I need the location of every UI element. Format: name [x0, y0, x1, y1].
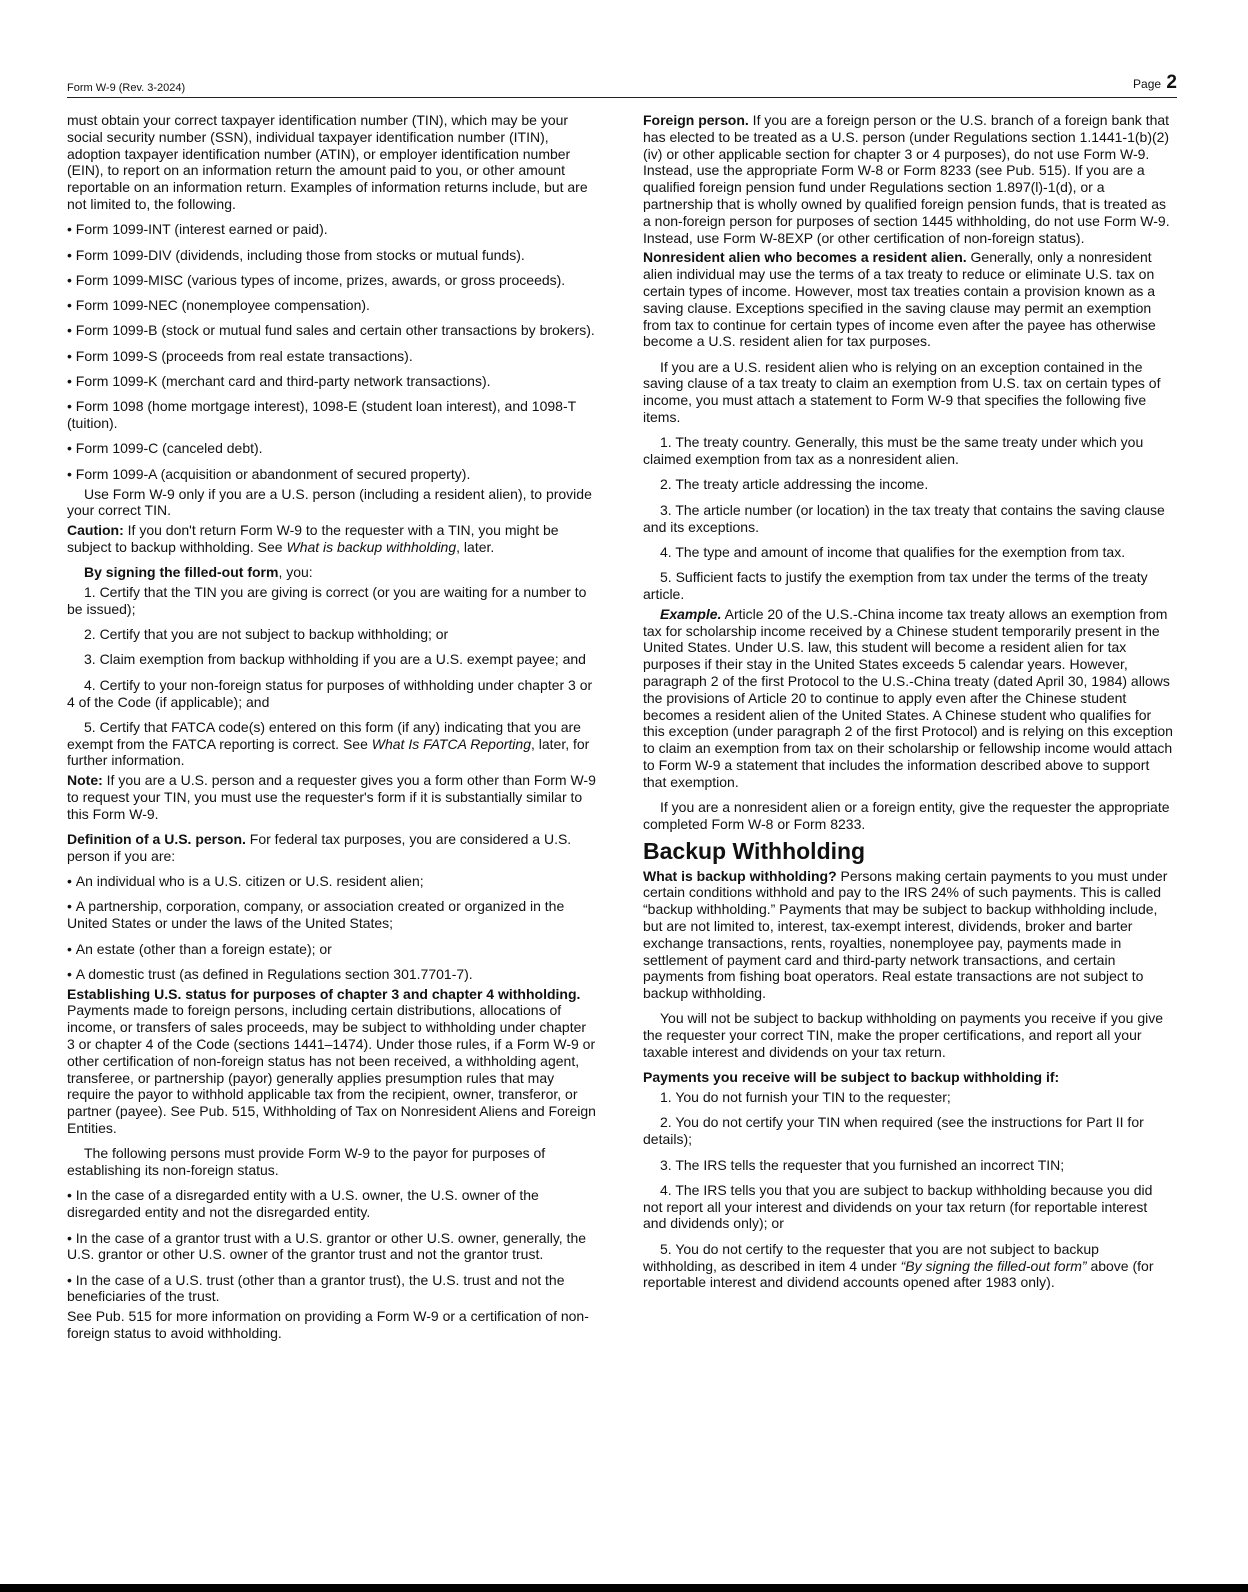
- form-list-item: • Form 1099-INT (interest earned or paid).: [67, 221, 597, 238]
- certification-item: 5. Certify that FATCA code(s) entered on this form (if any) indicating that you are exempt from the FATCA reporting is correct. See What Is FATCA Reporting, later, for further information.: [67, 718, 590, 769]
- certification-item: 2. Certify that you are not subject to backup withholding; or: [84, 626, 449, 643]
- resident-alien-paragraph: If you are a U.S. resident alien who is relying on an exception contained in the saving clause of a tax treaty to claim an exemption from U.S. tax on certain types of income, you must attach a statement to Form W-9 that specifies the following five items.: [643, 358, 1161, 426]
- case-item: • In the case of a disregarded entity with a U.S. owner, the U.S. owner of the disregarded entity and not the disregarded entity.: [67, 1187, 597, 1221]
- form-list-item: • Form 1099-C (canceled debt).: [67, 440, 597, 457]
- treaty-item: 4. The type and amount of income that qualifies for the exemption from tax.: [660, 543, 1126, 560]
- payments-subject-heading: Payments you receive will be subject to backup withholding if:: [643, 1069, 1060, 1086]
- form-list-item: • Form 1098 (home mortgage interest), 1098-E (student loan interest), and 1098-T (tuition).: [67, 398, 597, 432]
- certification-item: 1. Certify that the TIN you are giving is correct (or you are waiting for a number to be issued);: [67, 584, 587, 617]
- condition-item: 1. You do not furnish your TIN to the requester;: [660, 1089, 951, 1106]
- page-label: Page: [1133, 77, 1162, 91]
- fatca-reference: What Is FATCA Reporting: [371, 735, 531, 752]
- note-paragraph: Note: If you are a U.S. person and a requester gives you a form other than Form W-9 to request your TIN, you must use the requester's form if it is substantially similar to this Form W-9.: [67, 772, 596, 822]
- following-paragraph: The following persons must provide Form W-9 to the payor for purposes of establishing its non-foreign status.: [67, 1145, 546, 1179]
- establishing-label: Establishing U.S. status for purposes of chapter 3 and chapter 4 withholding.: [67, 985, 581, 1002]
- definition-paragraph: Definition of a U.S. person. For federal tax purposes, you are considered a U.S. person if you are:: [67, 831, 572, 864]
- note-label: Note:: [67, 772, 103, 789]
- condition-item: 3. The IRS tells the requester that you furnished an incorrect TIN;: [660, 1156, 1065, 1173]
- us-person-item: • An estate (other than a foreign estate); or: [67, 941, 597, 958]
- case-item: • In the case of a grantor trust with a U.S. grantor or other U.S. owner, generally, the U.S. grantor or other U.S. owner of the grantor trust and not the grantor trust.: [67, 1230, 597, 1264]
- page-indicator: [1133, 72, 1177, 94]
- caution-reference: What is backup withholding: [286, 538, 457, 555]
- example-paragraph: Example. Article 20 of the U.S.-China income tax treaty allows an exemption from tax for scholarship income received by a Chinese student temporarily present in the United States. Under U.S. law, this student will become a resident alien for tax purposes if their stay in the United States exceeds 5 calendar years. However, paragraph 2 of the first Protocol to the U.S.-China treaty (dated April 30, 1984) allows the provisions of Article 20 to continue to apply even after the Chinese student becomes a resident alien of the United States. A Chinese student who qualifies for this exception (under paragraph 2 of the first Protocol) and is relying on this exception to claim an exemption from tax on their scholarship or fellowship income would attach to Form W-9 a statement that includes the information described above to support that exemption.: [643, 605, 1173, 790]
- right-column: [643, 112, 1173, 1300]
- form-list-item: • Form 1099-B (stock or mutual fund sales and certain other transactions by brokers).: [67, 322, 597, 339]
- us-person-item: • A partnership, corporation, company, or association created or organized in the United States or under the laws of the United States;: [67, 898, 597, 932]
- definition-label: Definition of a U.S. person.: [67, 831, 246, 848]
- foreign-person-paragraph: Foreign person. If you are a foreign person or the U.S. branch of a foreign bank that has elected to be treated as a U.S. person (under Regulations section 1.1441-1(b)(2)(iv) or other applicable section for chapter 3 or 4 purposes), do not use Form W-9. Instead, use the appropriate Form W-8 or Form 8233 (see Pub. 515). If you are a qualified foreign pension fund under Regulations section 1.897(l)-1(d), or a partnership that is wholly owned by qualified foreign pension funds, that is treated as a non-foreign person for purposes of section 1445 withholding, do not use Form W-9. Instead, use Form W-8EXP (or other certification of non-foreign status).: [643, 112, 1170, 246]
- nonresident-paragraph: If you are a nonresident alien or a foreign entity, give the requester the appropriate completed Form W-8 or Form 8233.: [643, 798, 1170, 832]
- backup-withholding-heading: Backup Withholding: [643, 837, 866, 864]
- header-rule: [67, 97, 1177, 98]
- us-person-item: • A domestic trust (as defined in Regulations section 301.7701-7).: [67, 966, 597, 983]
- treaty-item: 5. Sufficient facts to justify the exemption from tax under the terms of the treaty article.: [643, 569, 1148, 602]
- nonresident-alien-paragraph: Nonresident alien who becomes a resident alien. Generally, only a nonresident alien individual may use the terms of a tax treaty to reduce or eliminate U.S. tax on certain types of income. However, most tax treaties contain a provision known as a saving clause. Exceptions specified in the saving clause may permit an exemption from tax to continue for certain types of income even after the payee has otherwise become a U.S. resident alien for tax purposes.: [643, 249, 1156, 350]
- bottom-edge-bar: [0, 1584, 1248, 1592]
- form-list-item: • Form 1099-MISC (various types of income, prizes, awards, or gross proceeds).: [67, 272, 597, 289]
- establishing-paragraph: Establishing U.S. status for purposes of chapter 3 and chapter 4 withholding. Payments made to foreign persons, including certain distributions, allocations of income, or transfers of sales proceeds, may be subject to withholding under chapter 3 or chapter 4 of the Code (sections 1441–1474). Under those rules, if a Form W-9 or other certification of non-foreign status has not been received, a withholding agent, transferee, or partnership (payor) generally applies presumption rules that may require the payor to withhold applicable tax from the recipient, owner, transferor, or partner (payee). See Pub. 515, Withholding of Tax on Nonresident Aliens and Foreign Entities.: [67, 985, 596, 1137]
- form-list-item: • Form 1099-DIV (dividends, including those from stocks or mutual funds).: [67, 247, 597, 264]
- form-list-item: • Form 1099-NEC (nonemployee compensation).: [67, 297, 597, 314]
- certification-item: 3. Claim exemption from backup withholding if you are a U.S. exempt payee; and: [84, 651, 586, 668]
- example-label: Example.: [660, 605, 722, 622]
- foreign-person-label: Foreign person.: [643, 112, 749, 128]
- certification-item: 4. Certify to your non-foreign status for purposes of withholding under chapter 3 or 4 of the Code (if applicable); and: [67, 676, 593, 710]
- use-only-paragraph: Use Form W-9 only if you are a U.S. person (including a resident alien), to provide your correct TIN.: [67, 485, 592, 519]
- page-number: 2: [1166, 72, 1177, 93]
- what-is-backup-paragraph: What is backup withholding? Persons making certain payments to you must under certain conditions withhold and pay to the IRS 24% of such payments. This is called “backup withholding.” Payments that may be subject to backup withholding include, but are not limited to, interest, tax-exempt interest, dividends, broker and barter exchange transactions, rents, royalties, nonemployee pay, payments made in settlement of payment card and third-party network transactions, and certain payments from fishing boat operators. Real estate transactions are not subject to backup withholding.: [643, 867, 1168, 1002]
- caution-label: Caution:: [67, 522, 124, 539]
- us-person-item: • An individual who is a U.S. citizen or U.S. resident alien;: [67, 873, 597, 890]
- form-list-item: • Form 1099-K (merchant card and third-party network transactions).: [67, 373, 597, 390]
- form-list-item: • Form 1099-S (proceeds from real estate transactions).: [67, 348, 597, 365]
- signing-label: By signing the filled-out form: [84, 564, 279, 581]
- page-header: [67, 72, 1177, 94]
- case-item: • In the case of a U.S. trust (other than a grantor trust), the U.S. trust and not the beneficiaries of the trust.: [67, 1272, 597, 1306]
- treaty-item: 1. The treaty country. Generally, this must be the same treaty under which you claimed exemption from tax as a nonresident alien.: [643, 434, 1144, 468]
- signing-reference: “By signing the filled-out form”: [900, 1257, 1087, 1274]
- form-list-item: • Form 1099-A (acquisition or abandonment of secured property).: [67, 466, 597, 483]
- nonresident-alien-label: Nonresident alien who becomes a resident alien.: [643, 249, 967, 266]
- see-pub-paragraph: See Pub. 515 for more information on providing a Form W-9 or a certification of non-foreign status to avoid withholding.: [67, 1308, 589, 1342]
- signing-paragraph: By signing the filled-out form, you:: [84, 564, 313, 581]
- condition-item: 5. You do not certify to the requester that you are not subject to backup withholding, as described in item 4 under “By signing the filled-out form” above (for reportable interest and dividend accounts opened after 1983 only).: [643, 1240, 1154, 1291]
- intro-paragraph: must obtain your correct taxpayer identification number (TIN), which may be your social security number (SSN), individual taxpayer identification number (ITIN), adoption taxpayer identification number (ATIN), or employer identification number (EIN), to report on an information return the amount paid to you, or other amount reportable on an information return. Examples of information returns include, but are not limited to, the following.: [67, 112, 588, 212]
- caution-paragraph: Caution: If you don't return Form W-9 to the requester with a TIN, you might be subject to backup withholding. See What is backup withholding, later.: [67, 522, 559, 555]
- condition-item: 4. The IRS tells you that you are subject to backup withholding because you did not report all your interest and dividends on your tax return (for reportable interest and dividends only); or: [643, 1181, 1153, 1232]
- not-subject-paragraph: You will not be subject to backup withholding on payments you receive if you give the requester your correct TIN, make the proper certifications, and report all your taxable interest and dividends on your tax return.: [643, 1010, 1164, 1061]
- form-label: Form W-9 (Rev. 3-2024): [67, 82, 186, 94]
- treaty-item: 3. The article number (or location) in the tax treaty that contains the saving clause and its exceptions.: [643, 501, 1165, 535]
- what-is-backup-label: What is backup withholding?: [643, 867, 837, 884]
- condition-item: 2. You do not certify your TIN when required (see the instructions for Part II for details);: [643, 1114, 1144, 1148]
- left-column: [67, 112, 597, 1350]
- treaty-item: 2. The treaty article addressing the income.: [660, 476, 929, 493]
